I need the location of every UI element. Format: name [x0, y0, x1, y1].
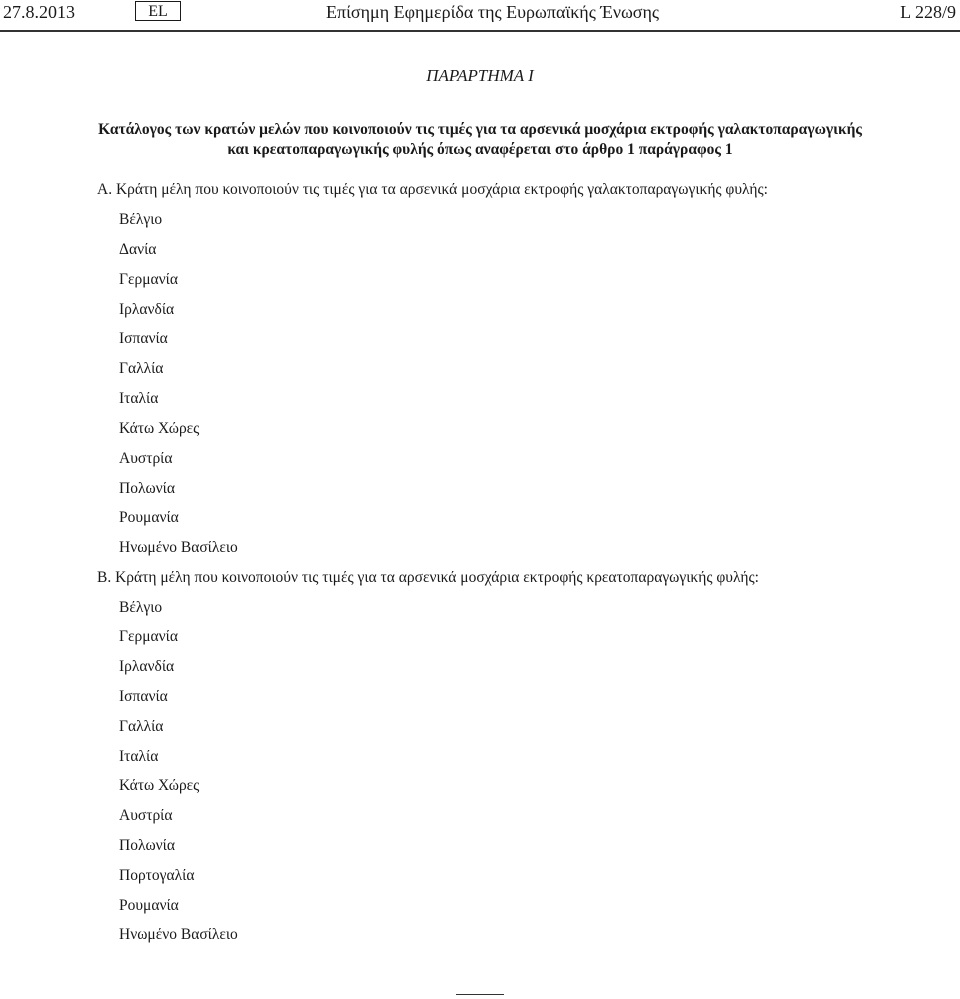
- section-a-country: Δανία: [119, 241, 157, 258]
- annex-heading-line-2: και κρεατοπαραγωγικής φυλής όπως αναφέρεται στο άρθρο 1 παράγραφος 1: [227, 141, 733, 158]
- page-reference: L 228/9: [900, 2, 956, 22]
- section-b-country: Ρουμανία: [119, 897, 179, 914]
- section-b-country: Ισπανία: [119, 688, 168, 705]
- section-a-label: Α. Κράτη μέλη που κοινοποιούν τις τιμές για τα αρσενικά μοσχάρια εκτροφής γαλακτοπαραγωγικής φυλής:: [97, 181, 768, 198]
- section-a-country: Κάτω Χώρες: [119, 420, 200, 437]
- section-b-country: Ιρλανδία: [119, 658, 175, 675]
- annex-title: ΠΑΡΑΡΤΗΜΑ I: [426, 66, 534, 85]
- section-a-country: Ιταλία: [119, 390, 159, 407]
- section-b-country: Γαλλία: [119, 718, 164, 735]
- section-a-country: Γαλλία: [119, 360, 164, 377]
- section-b-country: Πολωνία: [119, 837, 175, 854]
- annex-heading-line-1: Κατάλογος των κρατών μελών που κοινοποιούν τις τιμές για τα αρσενικά μοσχάρια εκτροφής γαλακτοπαραγωγικής: [98, 121, 862, 138]
- section-a-country: Ρουμανία: [119, 509, 179, 526]
- annex-heading: [0, 120, 960, 160]
- section-b-country: Αυστρία: [119, 807, 173, 824]
- page-header: [0, 0, 960, 33]
- section-b-country: Ηνωμένο Βασίλειο: [119, 926, 238, 943]
- section-a-country: Αυστρία: [119, 450, 173, 467]
- header-divider: [0, 30, 960, 32]
- section-b-country: Πορτογαλία: [119, 867, 195, 884]
- section-a-country: Βέλγιο: [119, 211, 163, 228]
- journal-title: Επίσημη Εφημερίδα της Ευρωπαϊκής Ένωσης: [326, 2, 660, 22]
- section-b-label: Β. Κράτη μέλη που κοινοποιούν τις τιμές για τα αρσενικά μοσχάρια εκτροφής κρεατοπαραγωγικής φυλής:: [97, 569, 759, 586]
- section-a-country: Γερμανία: [119, 271, 178, 288]
- section-b-country: Κάτω Χώρες: [119, 777, 200, 794]
- section-a-country: Ισπανία: [119, 330, 168, 347]
- section-b-country: Βέλγιο: [119, 599, 163, 616]
- section-b-country: Ιταλία: [119, 748, 159, 765]
- publication-date: 27.8.2013: [3, 2, 75, 22]
- section-b-country: Γερμανία: [119, 628, 178, 645]
- language-badge: EL: [135, 1, 181, 21]
- section-a-country: Ιρλανδία: [119, 301, 175, 318]
- footnote-divider: [456, 994, 504, 995]
- section-a-country: Πολωνία: [119, 480, 175, 497]
- section-a-country: Ηνωμένο Βασίλειο: [119, 539, 238, 556]
